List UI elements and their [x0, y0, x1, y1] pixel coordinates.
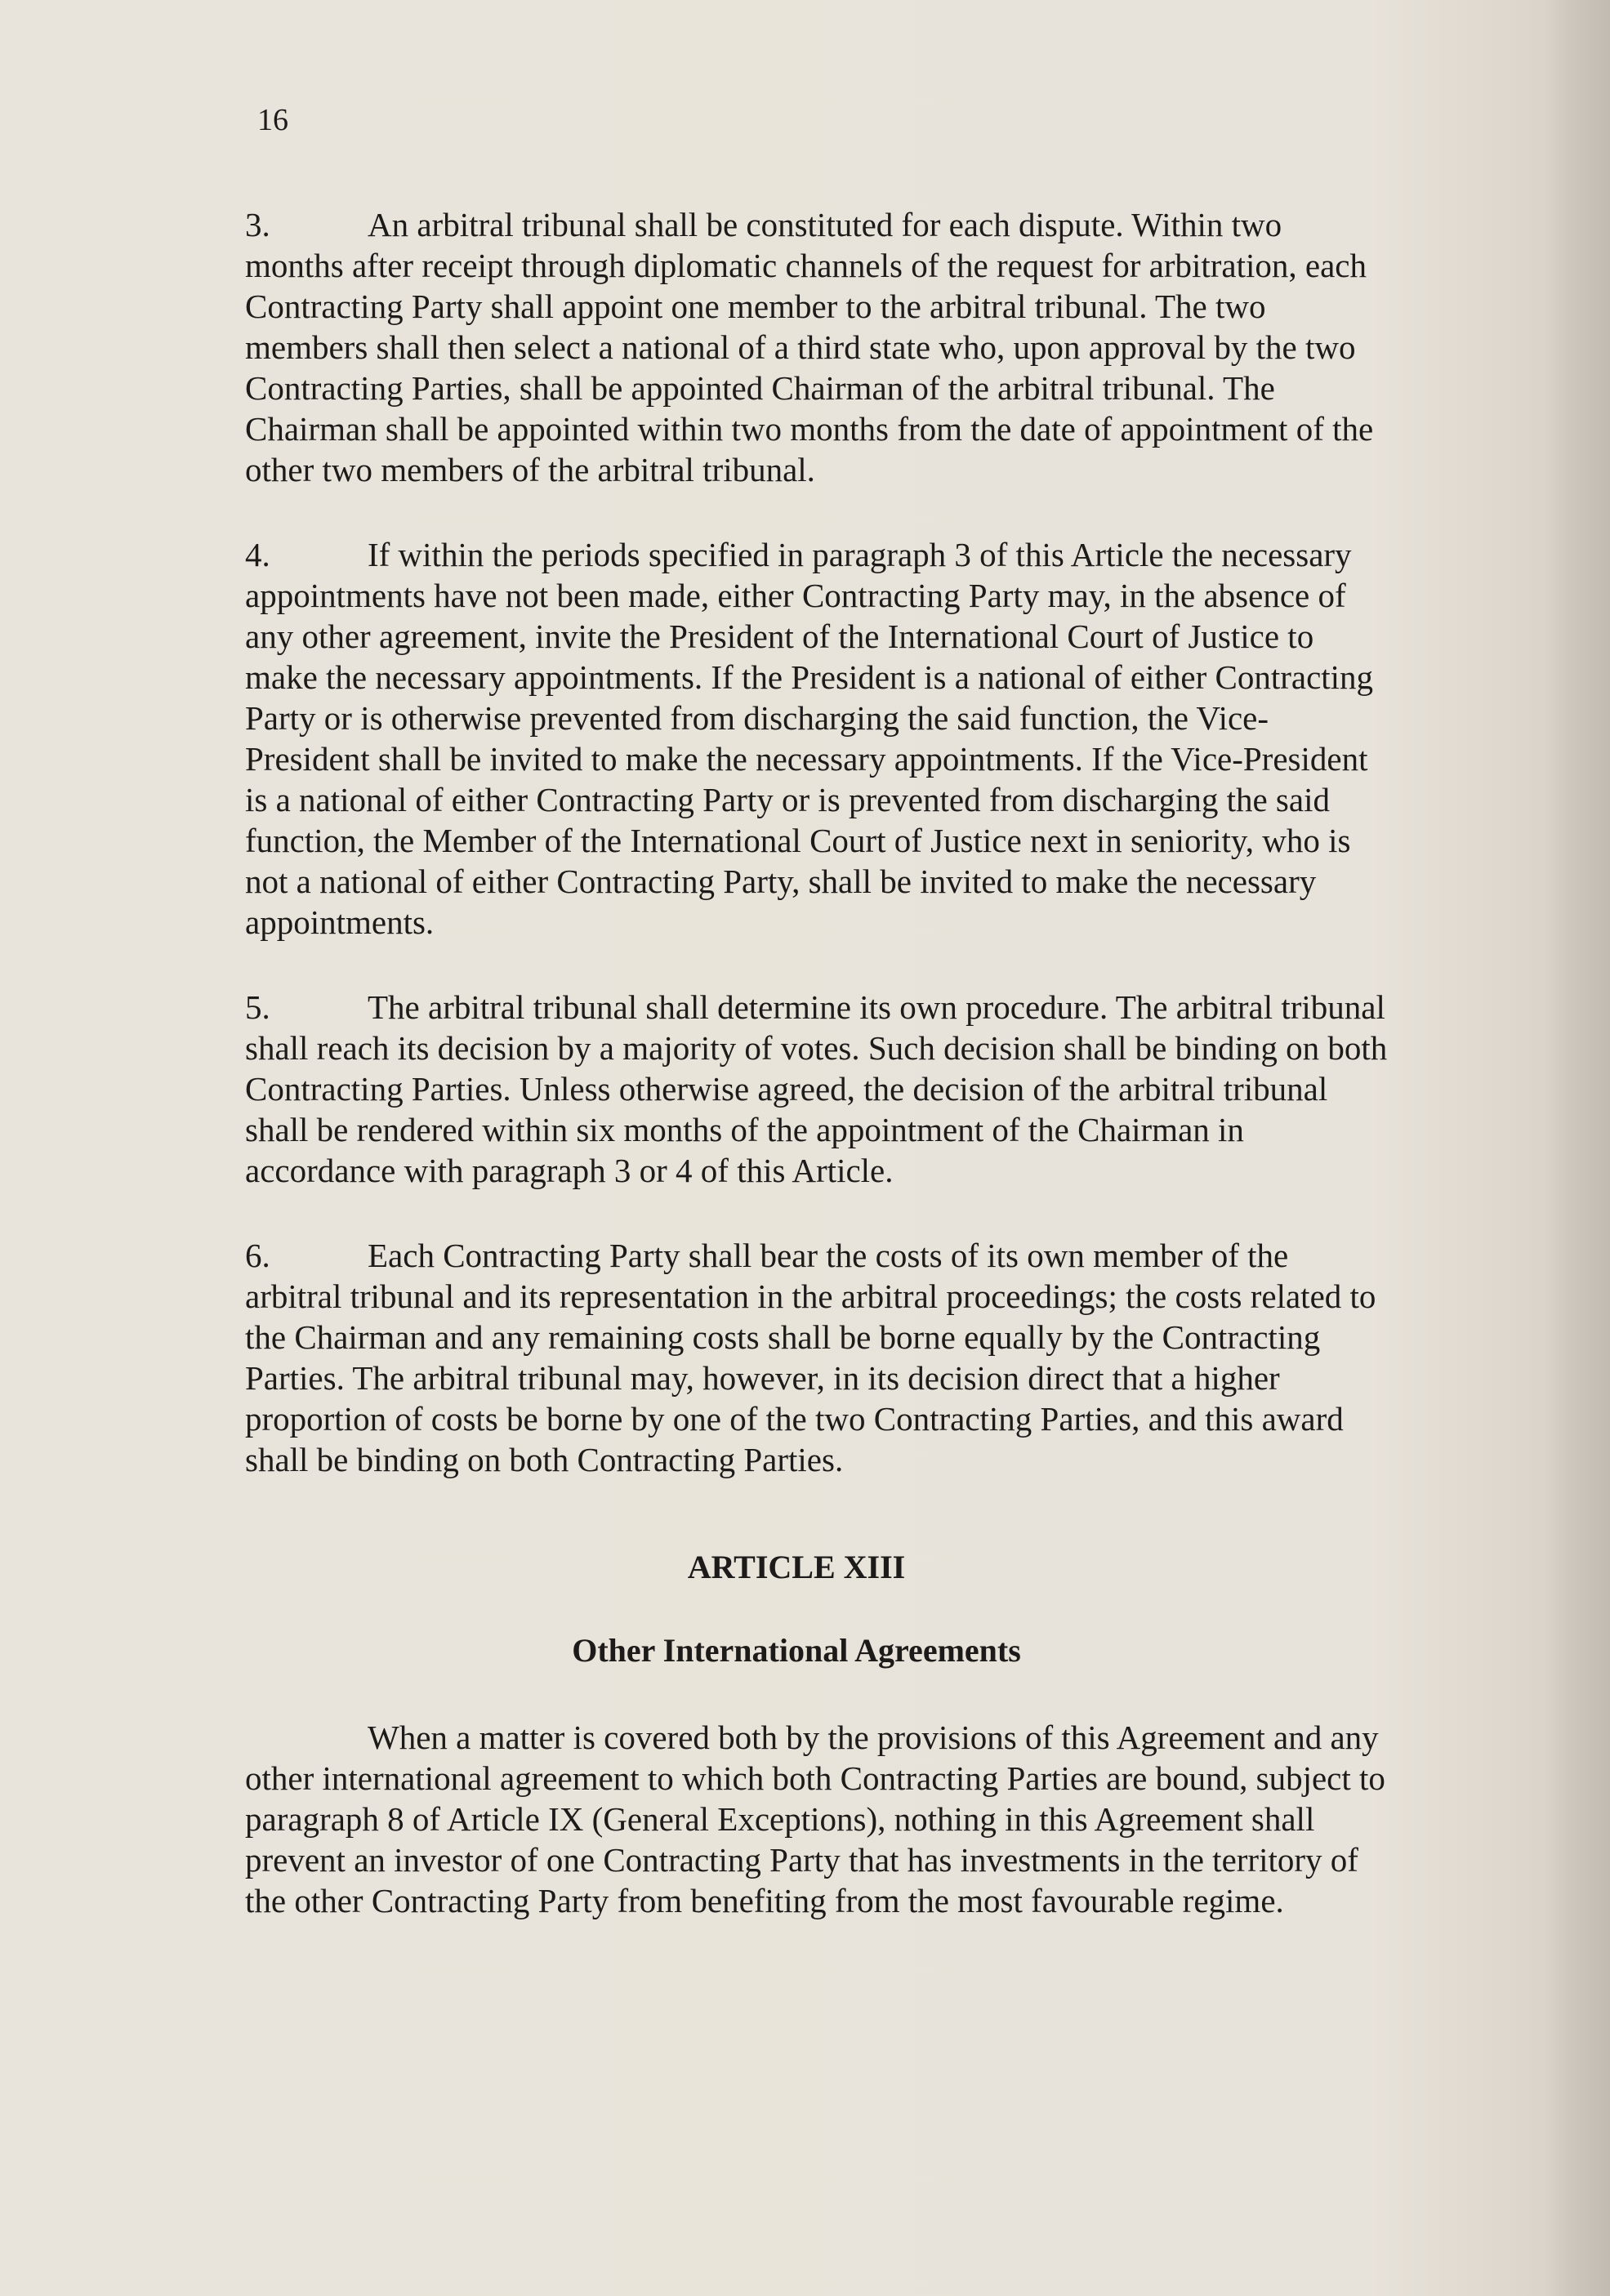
paragraph-number: 4.	[245, 536, 270, 573]
paragraph-6	[245, 1235, 1389, 1480]
article-title: Other International Agreements	[572, 1632, 1021, 1669]
paragraph-text: The arbitral tribunal shall determine its own procedure. The arbitral tribunal shall reach its decision by a majority of votes. Such decision shall be binding on both Contracting Parties. Unless otherwise agreed, the decision of the arbitral tribunal shall be rendered within six months of the appointment of the Chairman in accordance with paragraph 3 or 4 of this Article.	[245, 988, 1388, 1189]
page-binding-shadow	[1545, 0, 1610, 2296]
paragraph-3	[245, 204, 1389, 490]
article-body: When a matter is covered both by the provisions of this Agreement and any other international agreement to which both Contracting Parties are bound, subject to paragraph 8 of Article IX (General Exceptions), nothing in this Agreement shall prevent an investor of one Contracting Party that has investments in the territory of the other Contracting Party from benefiting from the most favourable regime.	[245, 1719, 1385, 1919]
paragraph-text: If within the periods specified in paragraph 3 of this Article the necessary appointments have not been made, either Contracting Party may, in the absence of any other agreement, invite the President of the International Court of Justice to make the necessary appointments. If the President is a national of either Contracting Party or is otherwise prevented from discharging the said function, the Vice-President shall be invited to make the necessary appointments. If the Vice-President is a national of either Contracting Party or is prevented from discharging the said function, the Member of the International Court of Justice next in seniority, who is not a national of either Contracting Party, shall be invited to make the necessary appointments.	[245, 536, 1374, 941]
paragraph-text: An arbitral tribunal shall be constituted for each dispute. Within two months after receipt through diplomatic channels of the request for arbitration, each Contracting Party shall appoint one member to the arbitral tribunal. The two members shall then select a national of a third state who, upon approval by the two Contracting Parties, shall be appointed Chairman of the arbitral tribunal. The Chairman shall be appointed within two months from the date of appointment of the other two members of the arbitral tribunal.	[245, 206, 1374, 488]
paragraph-5	[245, 987, 1389, 1191]
paragraph-4	[245, 534, 1389, 943]
paragraph-number: 6.	[245, 1237, 270, 1274]
page-number: 16	[257, 103, 288, 137]
document-body	[245, 204, 1389, 1921]
paragraph-number: 5.	[245, 988, 270, 1026]
article-heading: ARTICLE XIII	[687, 1549, 906, 1585]
paragraph-number: 3.	[245, 206, 270, 243]
paragraph-text: Each Contracting Party shall bear the costs of its own member of the arbitral tribunal and its representation in the arbitral proceedings; the costs related to the Chairman and any remaining costs shall be borne equally by the Contracting Parties. The arbitral tribunal may, however, in its decision direct that a higher proportion of costs be borne by one of the two Contracting Parties, and this award shall be binding on both Contracting Parties.	[245, 1237, 1376, 1478]
